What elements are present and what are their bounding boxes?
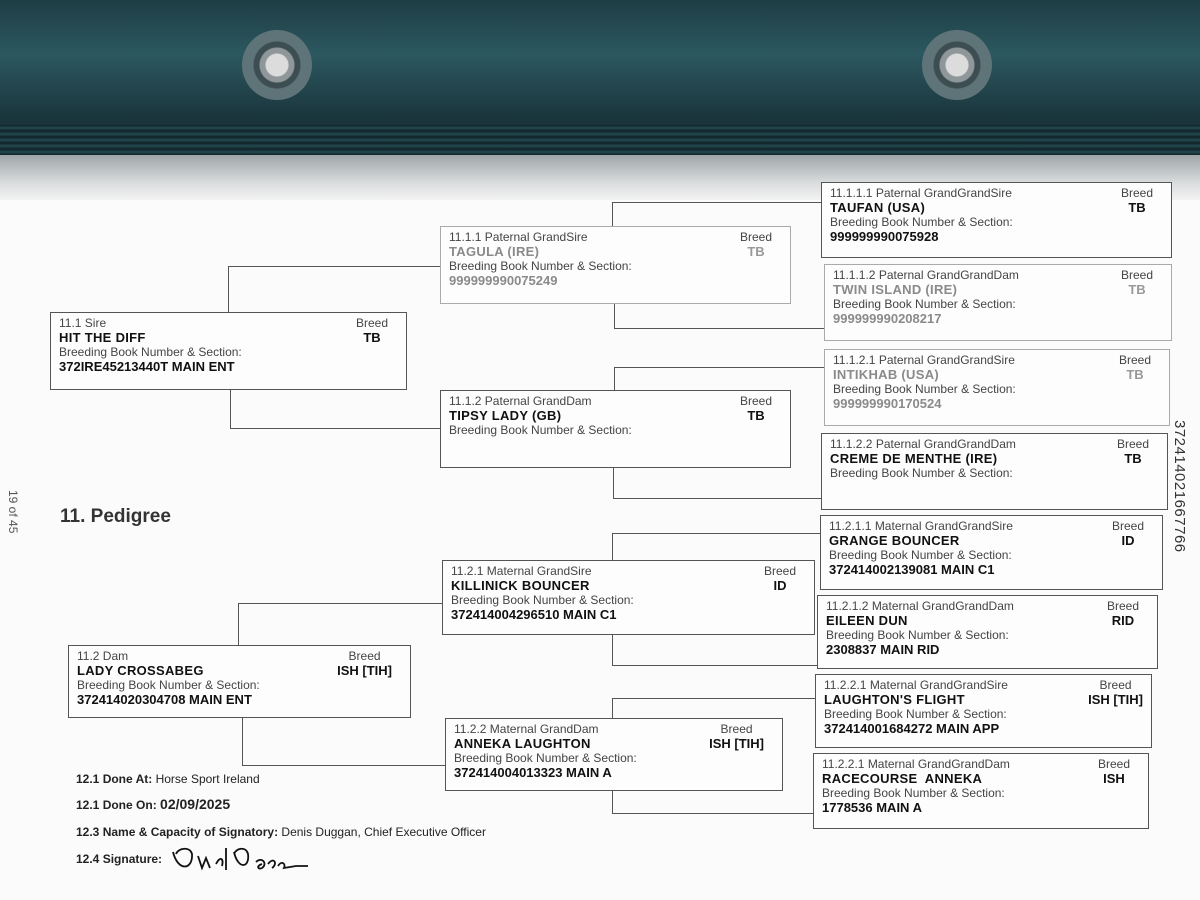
gg-4-breed (1117, 437, 1149, 466)
gg-8-number: 1778536 MAIN A (822, 800, 922, 815)
gg-5-box (820, 515, 1163, 590)
done-on-label: 12.1 Done On: (76, 798, 157, 812)
m-gsire-number: 372414004296510 MAIN C1 (451, 607, 617, 622)
p-gsire-breed (740, 230, 772, 259)
gg-8-label: 11.2.2.1 Maternal GrandGrandDam (822, 757, 1010, 771)
gg-3-label: 11.1.2.1 Paternal GrandGrandSire (833, 353, 1015, 367)
breed-value: ISH (1103, 771, 1125, 786)
done-at-row (76, 772, 260, 786)
p-gsire-breeding-label: Breeding Book Number & Section: (449, 259, 632, 273)
gg-7-number: 372414001684272 MAIN APP (824, 721, 1000, 736)
breed-value: TB (1126, 367, 1144, 382)
gg-4-box (821, 433, 1168, 510)
gg-6-box (817, 595, 1158, 669)
rivet-left-icon (242, 30, 312, 100)
gg-4-name: CREME DE MENTHE (IRE) (830, 451, 998, 466)
paternal-grandsire-box (440, 226, 791, 304)
m-gsire-label: 11.2.1 Maternal GrandSire (451, 564, 592, 578)
gg-2-number: 999999990208217 (833, 311, 942, 326)
breed-value: ID (773, 578, 787, 593)
gg-3-breeding-label: Breeding Book Number & Section: (833, 382, 1016, 396)
gg-5-name: GRANGE BOUNCER (829, 533, 960, 548)
gg-2-box (824, 264, 1172, 341)
p-gdam-breeding-label: Breeding Book Number & Section: (449, 423, 632, 437)
dam-breeding-label: Breeding Book Number & Section: (77, 678, 260, 692)
gg-8-name: RACECOURSE ANNEKA (822, 771, 983, 786)
p-gsire-name: TAGULA (IRE) (449, 244, 540, 259)
signatory-value: Denis Duggan, Chief Executive Officer (281, 825, 486, 839)
breed-label: Breed (1106, 599, 1139, 613)
signature-label: 12.4 Signature: (76, 852, 163, 866)
done-on-value: 02/09/2025 (160, 796, 231, 812)
folder-edge (0, 125, 1200, 155)
breed-value: TB (747, 244, 765, 259)
breed-label: Breed (739, 230, 772, 244)
breed-value: TB (1128, 282, 1146, 297)
dam-name: LADY CROSSABEG (77, 663, 204, 678)
section-title: 11. Pedigree (60, 506, 171, 527)
sire-box (50, 312, 407, 390)
gg-1-breed (1121, 186, 1153, 215)
m-gsire-breeding-label: Breeding Book Number & Section: (451, 593, 634, 607)
gg-2-name: TWIN ISLAND (IRE) (833, 282, 958, 297)
breed-label: Breed (1099, 678, 1132, 692)
sire-number: 372IRE45213440T MAIN ENT (59, 359, 235, 374)
gg-7-name: LAUGHTON'S FLIGHT (824, 692, 965, 707)
gg-3-box (824, 349, 1170, 426)
gg-1-label: 11.1.1.1 Paternal GrandGrandSire (830, 186, 1012, 200)
breed-value: ISH [TIH] (709, 736, 764, 751)
m-gdam-label: 11.2.2 Maternal GrandDam (454, 722, 599, 736)
gg-1-box (821, 182, 1172, 258)
gg-1-name: TAUFAN (USA) (830, 200, 926, 215)
gg-4-breeding-label: Breeding Book Number & Section: (830, 466, 1013, 480)
breed-value: ISH [TIH] (337, 663, 392, 678)
breed-label: Breed (1116, 437, 1149, 451)
signature-row (76, 852, 162, 866)
gg-8-breed (1098, 757, 1130, 786)
gg-6-name: EILEEN DUN (826, 613, 908, 628)
gg-5-number: 372414002139081 MAIN C1 (829, 562, 995, 577)
p-gdam-label: 11.1.2 Paternal GrandDam (449, 394, 592, 408)
p-gdam-breed (740, 394, 772, 423)
signature-graphic (168, 842, 308, 876)
sire-breeding-label: Breeding Book Number & Section: (59, 345, 242, 359)
breed-label: Breed (763, 564, 796, 578)
gg-2-breeding-label: Breeding Book Number & Section: (833, 297, 1016, 311)
breed-label: Breed (355, 316, 388, 330)
p-gsire-number: 999999990075249 (449, 273, 558, 288)
dam-breed (337, 649, 392, 678)
gg-1-number: 999999990075928 (830, 229, 939, 244)
breed-value: TB (1128, 200, 1146, 215)
gg-7-breed (1088, 678, 1143, 707)
m-gdam-breed (709, 722, 764, 751)
sire-name: HIT THE DIFF (59, 330, 146, 345)
gg-1-breeding-label: Breeding Book Number & Section: (830, 215, 1013, 229)
signatory-row (76, 825, 486, 839)
p-gdam-name: TIPSY LADY (GB) (449, 408, 562, 423)
gg-8-breeding-label: Breeding Book Number & Section: (822, 786, 1005, 800)
gg-5-breed (1112, 519, 1144, 548)
m-gsire-name: KILLINICK BOUNCER (451, 578, 590, 593)
breed-value: ID (1121, 533, 1135, 548)
gg-6-number: 2308837 MAIN RID (826, 642, 940, 657)
sire-label: 11.1 Sire (59, 316, 107, 330)
done-at-value: Horse Sport Ireland (155, 772, 260, 786)
rivet-right-icon (922, 30, 992, 100)
breed-label: Breed (348, 649, 381, 663)
dam-label: 11.2 Dam (77, 649, 129, 663)
breed-value: TB (747, 408, 765, 423)
page-number: 19 of 45 (6, 490, 20, 534)
paternal-granddam-box (440, 390, 791, 468)
breed-value: TB (363, 330, 381, 345)
breed-label: Breed (1097, 757, 1130, 771)
dam-number: 372414020304708 MAIN ENT (77, 692, 252, 707)
breed-label: Breed (1120, 186, 1153, 200)
done-at-label: 12.1 Done At: (76, 772, 153, 786)
gg-7-box (815, 674, 1152, 748)
gg-3-breed (1119, 353, 1151, 382)
breed-label: Breed (739, 394, 772, 408)
gg-2-label: 11.1.1.2 Paternal GrandGrandDam (833, 268, 1019, 282)
breed-label: Breed (1111, 519, 1144, 533)
signatory-label: 12.3 Name & Capacity of Signatory: (76, 825, 279, 839)
breed-value: TB (1124, 451, 1142, 466)
p-gsire-label: 11.1.1 Paternal GrandSire (449, 230, 588, 244)
maternal-granddam-box (445, 718, 783, 791)
gg-7-label: 11.2.2.1 Maternal GrandGrandSire (824, 678, 1008, 692)
done-on-row (76, 796, 230, 812)
gg-2-breed (1121, 268, 1153, 297)
gg-8-box (813, 753, 1149, 829)
breed-label: Breed (720, 722, 753, 736)
breed-label: Breed (1120, 268, 1153, 282)
gg-4-label: 11.1.2.2 Paternal GrandGrandDam (830, 437, 1016, 451)
gg-7-breeding-label: Breeding Book Number & Section: (824, 707, 1007, 721)
gg-6-breed (1107, 599, 1139, 628)
folder-cover (0, 0, 1200, 155)
gg-3-name: INTIKHAB (USA) (833, 367, 940, 382)
gg-3-number: 999999990170524 (833, 396, 942, 411)
gg-6-label: 11.2.1.2 Maternal GrandGrandDam (826, 599, 1014, 613)
m-gdam-name: ANNEKA LAUGHTON (454, 736, 591, 751)
breed-value: ISH [TIH] (1088, 692, 1143, 707)
dam-box (68, 645, 411, 718)
gg-5-label: 11.2.1.1 Maternal GrandGrandSire (829, 519, 1013, 533)
breed-value: RID (1111, 613, 1135, 628)
m-gdam-breeding-label: Breeding Book Number & Section: (454, 751, 637, 765)
m-gdam-number: 372414004013323 MAIN A (454, 765, 612, 780)
gg-5-breeding-label: Breeding Book Number & Section: (829, 548, 1012, 562)
side-reference-code: 372414021667766 (1171, 420, 1188, 553)
maternal-grandsire-box (442, 560, 815, 635)
breed-label: Breed (1118, 353, 1151, 367)
sire-breed (356, 316, 388, 345)
m-gsire-breed (764, 564, 796, 593)
gg-6-breeding-label: Breeding Book Number & Section: (826, 628, 1009, 642)
